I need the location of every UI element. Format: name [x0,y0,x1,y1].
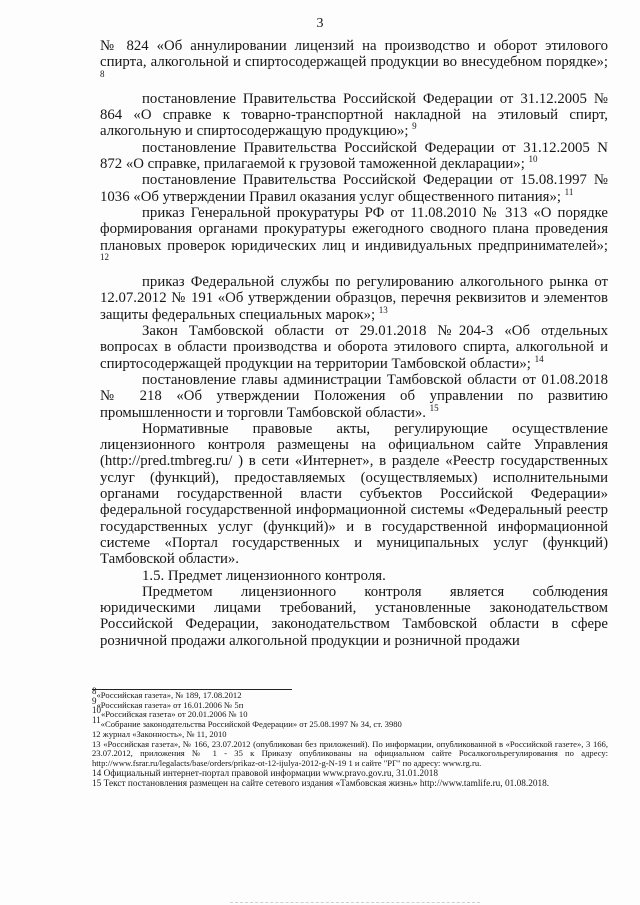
footnote: 13 «Российская газета», № 166, 23.07.2012 (опубликован без приложений). По информации, опубликованной в «Российской газете», 3 166, 23.07.2012, приложения № 1 - 35 к Приказу опубликованы на официальном сайте Росалкогольрегулирования по адресу: http://www.fsrar.ru/legalacts/base/orders/prikaz-ot-12-ijulya-2012-g-N-19 1 и сайте "РГ" по адресу: www.rg.ru. [92,738,609,768]
section-heading-1-5: 1.5. Предмет лицензионного контроля. [142,567,386,584]
footnote-ref: 10 [528,154,538,165]
footnote-ref: 9 [412,121,417,132]
paragraph-2: постановление Правительства Российской Федерации от 31.12.2005 № 864 «О справке к товарно-транспортной накладной на этиловый спирт, алкогольную и спиртосодержащую продукцию»; $^9$ [100,90,608,140]
paragraph-11: Предметом лицензионного контроля является соблюдения юридическими лицами требований, установленные законодательством Российской Федерации, законодательством Тамбовской области в сфере розничной продажи алкогольной продукции и розничной продажи [100,583,608,649]
paragraph-1: № 824 «Об аннулировании лицензий на производство и оборот этилового спирта, алкогольной и спиртосодержащей продукции во внесудебном порядке»; $^8$ [100,38,608,79]
footnote-ref: 8 [100,68,105,79]
footnote: 8«Российская газета», № 189, 17.08.2012 [92,686,242,700]
footnote: 9«Российская газета» от 16.01.2006 № 5п [92,695,244,710]
paragraph-4: постановление Правительства Российской Федерации от 15.08.1997 № 1036 «Об утверждении Правил оказания услуг общественного питания»; $^{11}$ [100,172,608,205]
footnote-ref: 11 [564,186,574,197]
footnotes [92,686,609,790]
page-number: 3 [316,16,324,31]
paragraph-8: постановление главы администрации Тамбовской области от 01.08.2018 № 218 «Об утверждении Положения об управлении по развитию промышленности и торговли Тамбовской области». $^{15}$ [100,371,608,421]
footnote-ref: 15 [429,402,439,413]
footnote-ref: 14 [534,353,544,364]
footnote: 11«Собрание законодательства Российской Федерации» от 25.08.1997 № 34, ст. 3980 [92,715,402,730]
paragraph-7: Закон Тамбовской области от 29.01.2018 №204-З «Об отдельных вопросах в области производства и оборота этилового спирта, алкогольной и спиртосодержащей продукции на территории Тамбовской области»; $^{14}$ [100,323,608,372]
scan-artifact [230,902,480,903]
footnote: 14 Официальный интернет-портал правовой информации www.pravo.gov.ru, 31.01.2018 [92,768,439,779]
paragraph-3: постановление Правительства Российской Федерации от 31.12.2005 N 872 «О справке, прилагаемой к грузовой таможенной декларации»; $^{10}$ [100,139,608,173]
paragraph-9: Нормативные правовые акты, регулирующие осуществление лицензионного контроля размещены на официальном сайте Управления (http://pred.tmbreg.ru/ ) в сети «Интернет», в разделе «Реестр государственных услуг (функций), предоставляемых (осуществляемых) исполнительными органами государственной власти субъектов Российской Федерации» федеральной государственной информационной системы «Федеральный реестр государственных услуг (функций)» и в государственной информационной системе «Портал государственных и муниципальных услуг (функций) Тамбовской области». [100,420,608,568]
footnote: 15 Текст постановления размещен на сайте сетевого издания «Тамбовская жизнь» http://www.tamlife.ru, 01.08.2018. [92,779,550,790]
footnote: 12 журнал «Законность», № 11, 2010 [92,728,227,739]
paragraph-6: приказ Федеральной службы по регулированию алкогольного рынка от 12.07.2012 № 191 «Об утверждении образцов, перечня реквизитов и элементов защиты федеральных специальных марок»; $^{13}$ [100,274,608,323]
paragraph-5: приказ Генеральной прокуратуры РФ от 11.08.2010 № 313 «О порядке формирования органами прокуратуры ежегодного сводного плана проведения плановых проверок юридических лиц и индивидуальных предпринимателей»; $^{12}$ [100,204,608,262]
footnote: 10«Российская газета» от 20.01.2006 № 10 [92,705,248,720]
footnote-ref: 12 [100,251,109,262]
document-body [100,38,608,649]
footnote-ref: 13 [378,304,388,315]
